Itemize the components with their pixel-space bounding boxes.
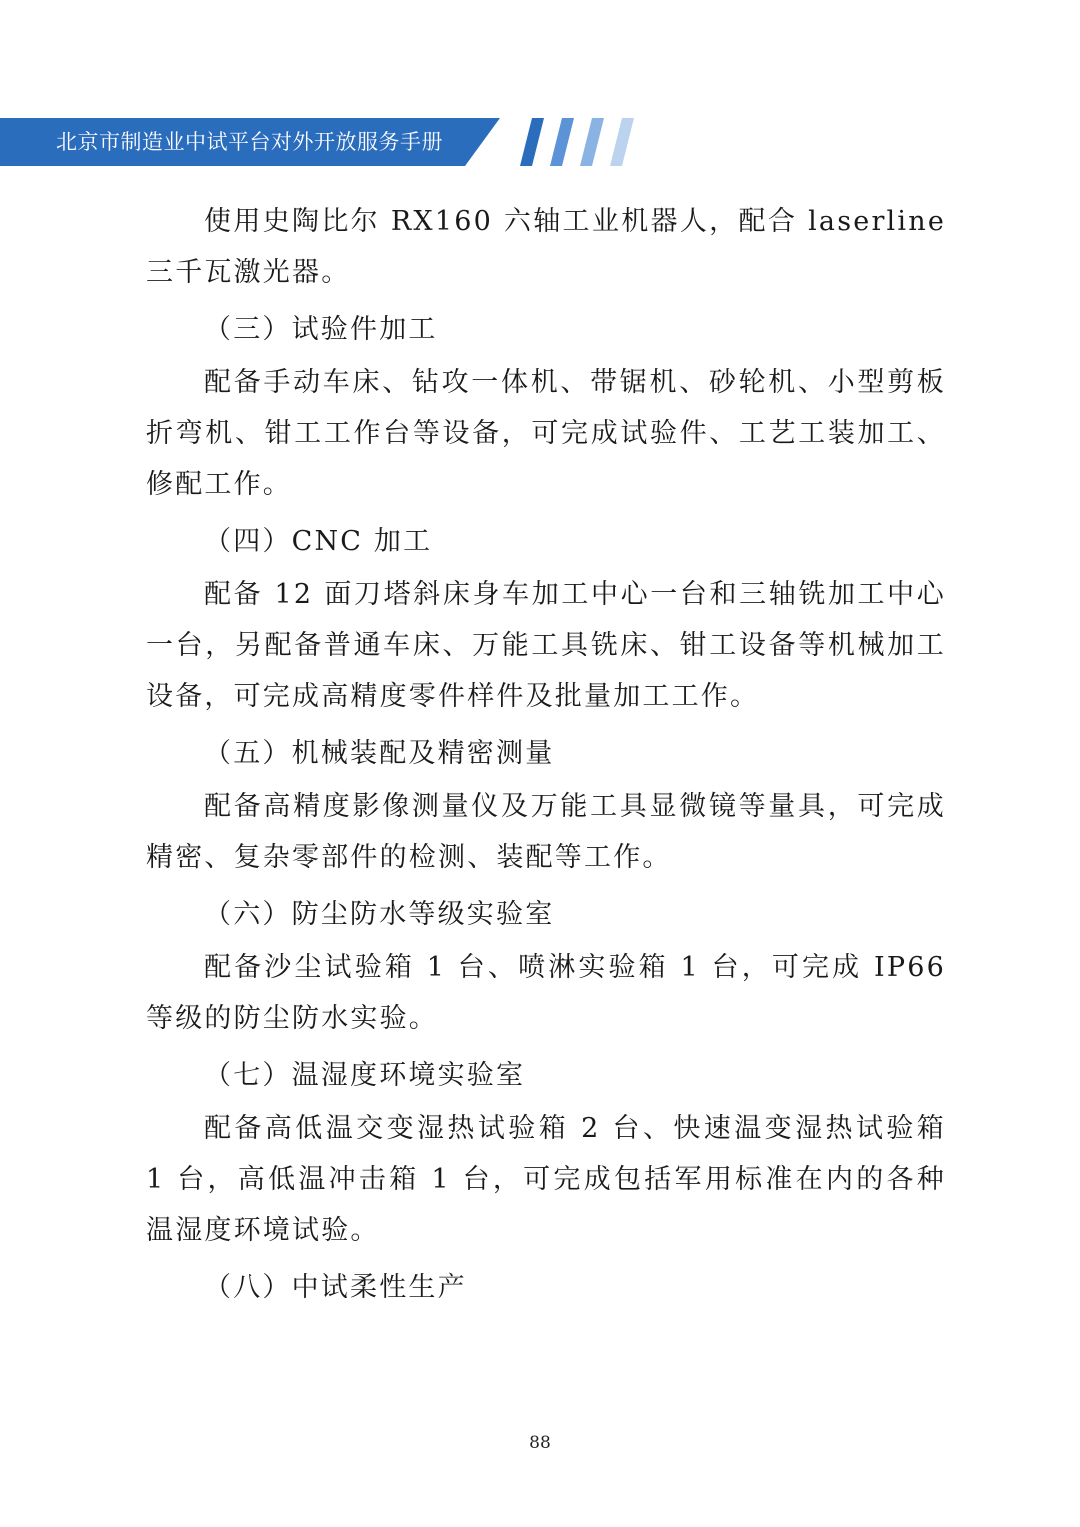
header-stripes-decoration [520,118,650,166]
paragraph: 配备 12 面刀塔斜床身车加工中心一台和三轴铣加工中心一台，另配备普通车床、万能工具铣床、钳工设备等机械加工设备，可完成高精度零件样件及批量加工工作。 [146,579,946,712]
paragraph: 配备高精度影像测量仪及万能工具显微镜等量具，可完成精密、复杂零部件的检测、装配等工作。 [146,791,946,873]
paragraph: 配备沙尘试验箱 1 台、喷淋实验箱 1 台，可完成 IP66 等级的防尘防水实验。 [146,952,946,1034]
section-heading: （七）温湿度环境实验室 [204,1060,526,1091]
section-heading: （五）机械装配及精密测量 [204,738,555,769]
stripe-1 [520,118,544,166]
stripe-4 [610,118,634,166]
document-body [146,196,946,1315]
section-heading: （四）CNC 加工 [204,526,433,557]
page-number: 88 [529,1433,551,1453]
paragraph: 配备手动车床、钻攻一体机、带锯机、砂轮机、小型剪板折弯机、钳工工作台等设备，可完成试验件、工艺工装加工、修配工作。 [146,367,946,500]
paragraph: 使用史陶比尔 RX160 六轴工业机器人，配合 laserline 三千瓦激光器。 [146,206,946,288]
stripe-2 [550,118,574,166]
stripe-3 [580,118,604,166]
section-heading: （三）试验件加工 [204,314,438,345]
paragraph: 配备高低温交变湿热试验箱 2 台、快速温变湿热试验箱 1 台，高低温冲击箱 1 台，可完成包括军用标准在内的各种温湿度环境试验。 [146,1113,946,1246]
section-heading: （八）中试柔性生产 [204,1272,467,1303]
section-heading: （六）防尘防水等级实验室 [204,899,555,930]
header-title: 北京市制造业中试平台对外开放服务手册 [56,130,443,154]
